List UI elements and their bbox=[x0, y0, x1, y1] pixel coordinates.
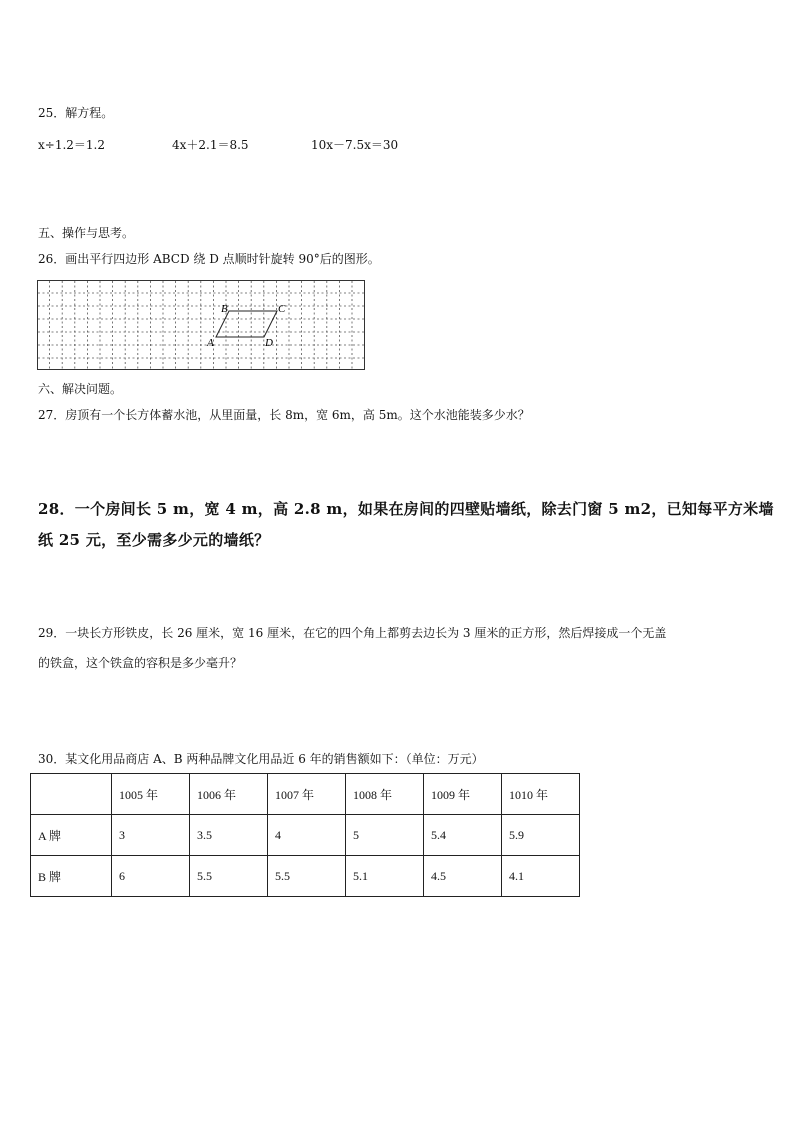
table-cell: 4.5 bbox=[424, 856, 502, 897]
table-cell: 3 bbox=[112, 815, 190, 856]
vertex-label-b: B bbox=[221, 303, 228, 315]
q27-text: 27．房顶有一个长方体蓄水池，从里面量，长 8m，宽 6m，高 5m。这个水池能装多少水？ bbox=[38, 408, 530, 422]
grid-lines bbox=[38, 281, 364, 369]
table-header-cell: 1007 年 bbox=[268, 774, 346, 815]
sales-table bbox=[30, 773, 580, 897]
vertex-label-a: A bbox=[207, 337, 214, 349]
table-cell: 5.5 bbox=[268, 856, 346, 897]
table-cell: 5 bbox=[346, 815, 424, 856]
q30-text: 30．某文化用品商店 A、B 两种品牌文化用品近 6 年的销售额如下：（单位：万元） bbox=[38, 752, 484, 766]
table-cell: 4 bbox=[268, 815, 346, 856]
table-header-cell: 1009 年 bbox=[424, 774, 502, 815]
q26-text: 26．画出平行四边形 ABCD 绕 D 点顺时针旋转 90°后的图形。 bbox=[38, 252, 380, 266]
q25-equation-1: x÷1.2＝1.2 bbox=[38, 138, 105, 152]
table-cell: 3.5 bbox=[190, 815, 268, 856]
q25-equation-2: 4x＋2.1＝8.5 bbox=[172, 138, 249, 152]
table-cell: A 牌 bbox=[31, 815, 112, 856]
table-cell: 4.1 bbox=[502, 856, 580, 897]
q25-equation-3: 10x－7.5x＝30 bbox=[311, 138, 399, 152]
table-header-cell: 1010 年 bbox=[502, 774, 580, 815]
q28-line-2: 纸 25 元，至少需多少元的墙纸？ bbox=[38, 531, 270, 549]
q29-line-1: 29．一块长方形铁皮，长 26 厘米，宽 16 厘米，在它的四个角上都剪去边长为 3 厘米的正方形，然后焊接成一个无盖 bbox=[38, 626, 667, 640]
table-cell: 5.5 bbox=[190, 856, 268, 897]
section-5-title: 五、操作与思考。 bbox=[38, 226, 135, 240]
table-header-row bbox=[31, 774, 580, 815]
grid-border bbox=[38, 281, 365, 370]
table-header-cell bbox=[31, 774, 112, 815]
table-header-cell: 1005 年 bbox=[112, 774, 190, 815]
q25-title: 25．解方程。 bbox=[38, 106, 114, 120]
table-row bbox=[31, 815, 580, 856]
q28-line-1: 28．一个房间长 5 m，宽 4 m，高 2.8 m，如果在房间的四壁贴墙纸，除去门窗 5 m2，已知每平方米墙 bbox=[38, 500, 774, 518]
vertex-label-d: D bbox=[265, 337, 273, 349]
table-cell: B 牌 bbox=[31, 856, 112, 897]
table-header-cell: 1008 年 bbox=[346, 774, 424, 815]
q29-line-2: 的铁盒，这个铁盒的容积是多少毫升？ bbox=[38, 656, 243, 670]
table-row bbox=[31, 856, 580, 897]
vertex-label-c: C bbox=[278, 303, 286, 315]
section-6-title: 六、解决问题。 bbox=[38, 382, 123, 396]
table-cell: 6 bbox=[112, 856, 190, 897]
table-cell: 5.4 bbox=[424, 815, 502, 856]
table-header-cell: 1006 年 bbox=[190, 774, 268, 815]
table-cell: 5.9 bbox=[502, 815, 580, 856]
grid-figure bbox=[37, 280, 367, 372]
table-cell: 5.1 bbox=[346, 856, 424, 897]
